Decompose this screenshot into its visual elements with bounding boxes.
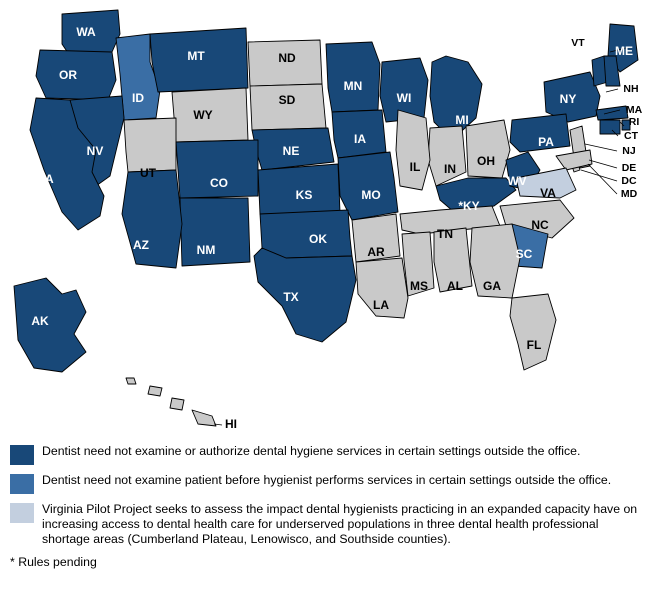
legend-footnote: * Rules pending <box>10 555 97 569</box>
state-hi <box>148 386 162 396</box>
legend-swatch-light-blue <box>10 503 34 523</box>
map-legend <box>0 440 650 599</box>
state-label-oh: OH <box>477 154 495 169</box>
state-label-ne: NE <box>282 144 300 159</box>
state-label-mn: MN <box>343 79 363 94</box>
state-ct <box>600 120 620 134</box>
legend-item-dark-blue <box>10 444 640 465</box>
state-label-ms: MS <box>410 279 428 294</box>
state-label-sd: SD <box>278 93 296 108</box>
state-tx <box>254 248 356 342</box>
legend-label-medium-blue: Dentist need not examine patient before hygienist performs services in certain settings outside the office. <box>42 473 612 487</box>
legend-item-light-blue <box>10 502 640 547</box>
state-label-ok: OK <box>309 232 327 247</box>
state-label-nj: NJ <box>622 144 636 157</box>
state-hi <box>192 410 216 426</box>
legend-swatch-medium-blue <box>10 474 34 494</box>
legend-label-light-blue: Virginia Pilot Project seeks to assess the impact dental hygienists practicing in an expanded capacity have on increasing access to dental health care for underserved populations in three dental health professional shortage areas (Cumberland Plateau, Lenowisco, and Southside counties). <box>42 502 638 546</box>
label-leader-line <box>589 160 617 168</box>
state-label-va: VA <box>540 186 556 201</box>
state-ak <box>14 278 86 372</box>
state-label-pa: PA <box>538 135 554 150</box>
legend-item-medium-blue <box>10 473 640 494</box>
state-label-ma: MA <box>625 103 643 116</box>
state-label-co: CO <box>210 176 228 191</box>
state-label-nm: NM <box>196 243 216 258</box>
state-label-mi: MI <box>455 113 469 128</box>
state-label-wy: WY <box>193 108 213 123</box>
label-leader-line <box>588 164 617 194</box>
state-label-ut: UT <box>140 166 156 181</box>
legend-label-dark-blue: Dentist need not examine or authorize dental hygiene services in certain settings outside the office. <box>42 444 581 458</box>
state-label-la: LA <box>373 298 389 313</box>
state-label-ky: *KY <box>458 199 480 214</box>
state-label-in: IN <box>444 162 456 177</box>
state-mn <box>326 42 380 112</box>
state-label-nv: NV <box>86 144 104 159</box>
state-label-mo: MO <box>361 188 381 203</box>
state-label-md: MD <box>620 187 638 200</box>
state-label-or: OR <box>59 68 77 83</box>
state-label-fl: FL <box>526 338 542 353</box>
state-label-ri: RI <box>628 115 640 128</box>
state-ut <box>124 118 176 172</box>
state-label-vt: VT <box>571 36 585 49</box>
state-label-ny: NY <box>559 92 577 107</box>
state-label-tx: TX <box>283 290 299 305</box>
label-leader-line <box>606 89 618 92</box>
state-ok <box>260 210 352 258</box>
state-hi <box>170 398 184 410</box>
state-label-de: DE <box>621 161 637 174</box>
state-ma <box>596 106 628 120</box>
state-label-me: ME <box>615 44 633 59</box>
state-label-ak: AK <box>31 314 49 329</box>
state-label-nd: ND <box>278 51 296 66</box>
state-label-al: AL <box>447 279 463 294</box>
state-label-ks: KS <box>295 188 313 203</box>
state-label-nc: NC <box>531 218 549 233</box>
state-label-az: AZ <box>133 238 149 253</box>
state-label-wi: WI <box>396 91 412 106</box>
state-label-ia: IA <box>354 132 366 147</box>
state-label-wa: WA <box>76 25 96 40</box>
legend-swatch-dark-blue <box>10 445 34 465</box>
state-label-id: ID <box>132 91 144 106</box>
state-label-dc: DC <box>621 174 637 187</box>
state-az <box>122 170 182 268</box>
state-label-wv: WV <box>507 174 527 189</box>
state-label-sc: SC <box>515 247 533 262</box>
state-il <box>396 110 430 190</box>
state-label-mt: MT <box>187 49 205 64</box>
state-label-nh: NH <box>623 82 639 95</box>
state-label-il: IL <box>409 160 421 175</box>
state-label-hi: HI <box>225 417 237 432</box>
state-fl <box>510 294 556 370</box>
state-label-ct: CT <box>624 129 638 142</box>
state-hi <box>126 378 136 384</box>
state-oh <box>466 120 510 178</box>
state-label-tn: TN <box>437 227 453 242</box>
state-label-ar: AR <box>367 245 385 260</box>
state-label-ca: CA <box>36 172 54 187</box>
state-label-ga: GA <box>483 279 501 294</box>
state-in <box>428 126 466 186</box>
